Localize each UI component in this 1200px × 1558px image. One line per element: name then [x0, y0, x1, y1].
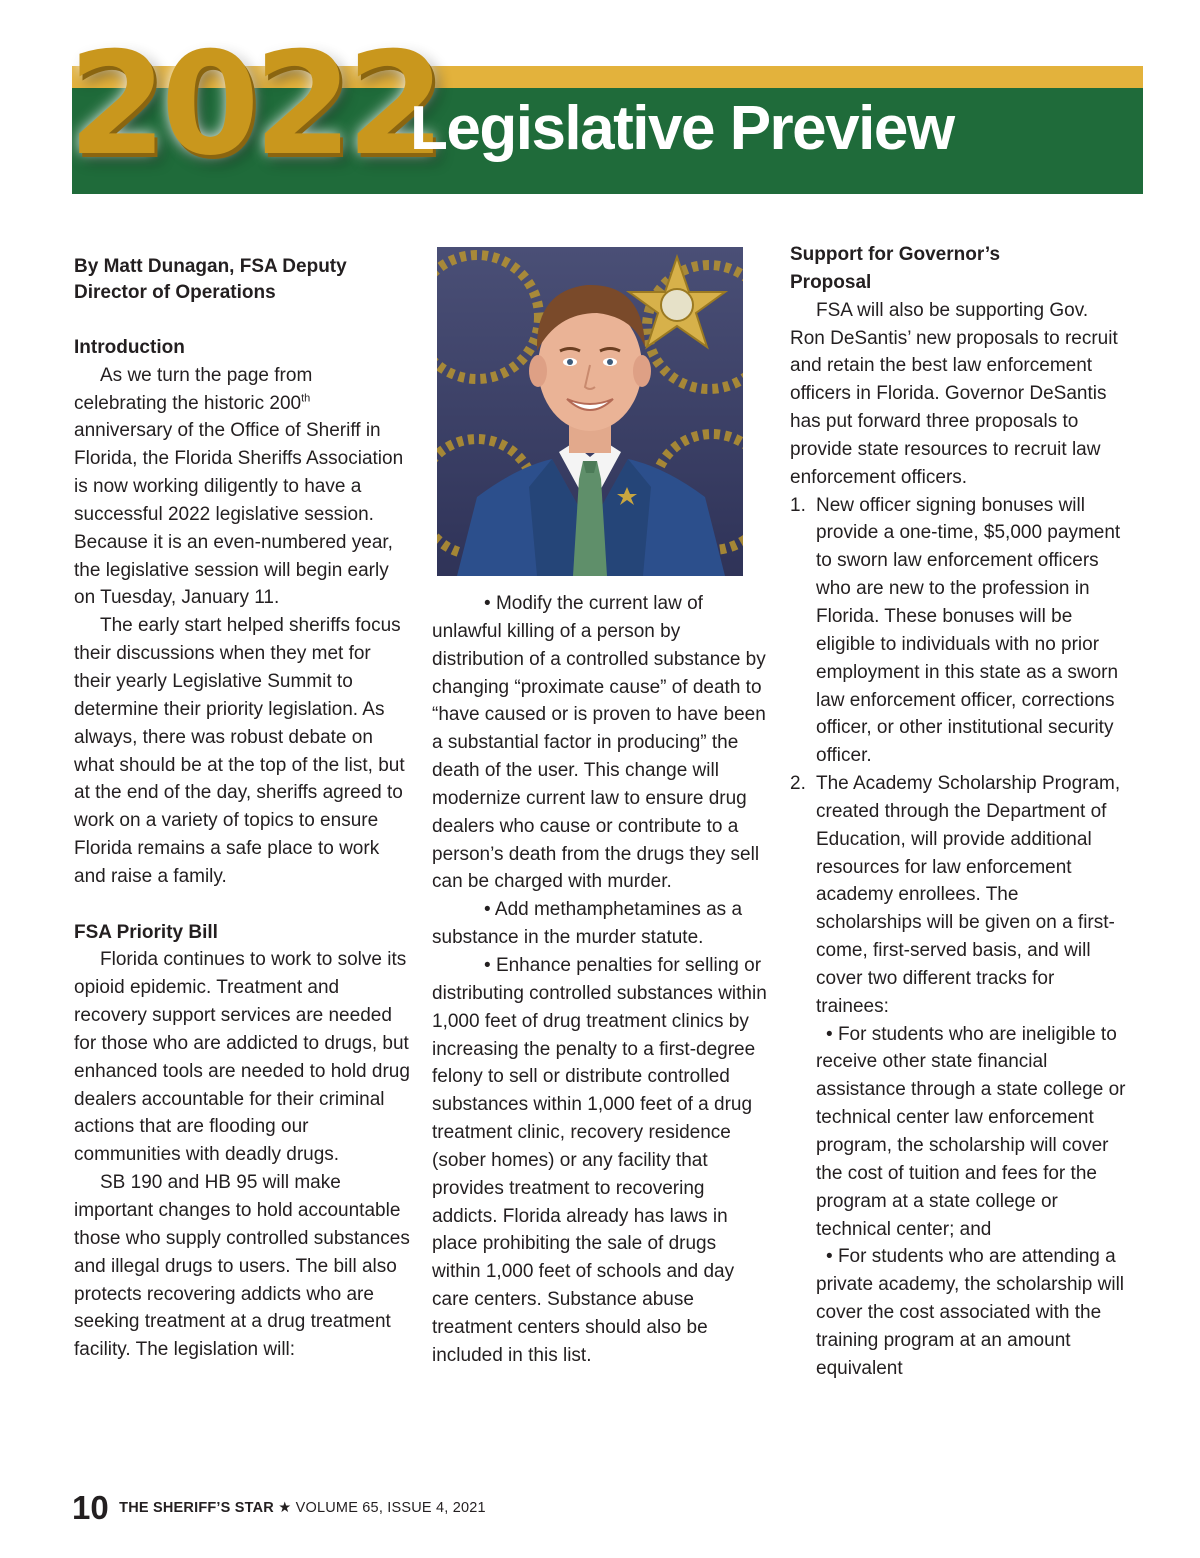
column-middle: [432, 590, 768, 1370]
column-right: [790, 241, 1126, 1383]
bill-bullet-2: • Add methamphetamines as a substance in the murder statute.: [432, 899, 743, 949]
numbered-item-2: 2. The Academy Scholarship Program, created through the Department of Education, will provide additional resources for law enforcement academy enrollees. The scholarships will be given on a first-come, first-served basis, and will cover two different tracks for trainees:: [790, 773, 1121, 1017]
section-heading-governor-1: Support for Governor’s: [790, 244, 1001, 265]
column-left: [74, 254, 410, 1364]
star-icon: ★: [278, 1500, 292, 1516]
page-number: 10: [72, 1489, 109, 1526]
bill-bullet-1: • Modify the current law of unlawful killing of a person by distribution of a controlled substance by changing “proximate cause” of death to “have caused or is proven to have been a substantial factor in producing” the death of the user. This change will modernize current law to ensure drug dealers who cause or contribute to a person’s death from the drugs they sell can be charged with murder.: [432, 593, 766, 893]
page-title: Legislative Preview: [410, 94, 954, 163]
bill-bullet-3: • Enhance penalties for selling or distributing controlled substances within 1,000 feet of drug treatment clinics by increasing the penalty to a first-degree felony to sell or distribute controlled substances within 1,000 feet of a drug treatment clinic, recovery residence (sober homes) or any facility that provides treatment to recovering addicts. Florida already has laws in place prohibiting the sale of drugs within 1,000 feet of schools and day care centers. Substance abuse treatment centers should also be included in this list.: [432, 954, 767, 1366]
byline-line-1: By Matt Dunagan, FSA Deputy: [74, 256, 347, 277]
page-footer: [72, 1488, 486, 1528]
header-year: 2022: [68, 22, 440, 187]
priority-paragraph-2: SB 190 and HB 95 will make important changes to hold accountable those who supply controlled substances and illegal drugs to users. The bill also protects recovering addicts who are seeking treatment at a drug treatment facility. The legislation will:: [74, 1172, 410, 1361]
portrait-illustration: [437, 247, 743, 576]
byline-line-2: Director of Operations: [74, 282, 276, 303]
author-photo: [437, 247, 743, 576]
section-heading-priority-bill: FSA Priority Bill: [74, 921, 218, 943]
intro-paragraph-1: As we turn the page from celebrating the historic 200th anniversary of the Office of Sheriff in Florida, the Florida Sheriffs Association is now working diligently to have a successful 2022 legislative session. Because it is an even-numbered year, the legislative session will begin early on Tuesday, January 11.: [74, 364, 404, 609]
intro-paragraph-2: The early start helped sheriffs focus their discussions when they met for their yearly Legislative Summit to determine their priority legislation. As always, there was robust debate on what should be at the top of the list, but at the end of the day, sheriffs agreed to work on a variety of topics to ensure Florida remains a safe place to work and raise a family.: [74, 615, 405, 887]
numbered-item-1: 1. New officer signing bonuses will provide a one-time, $5,000 payment to sworn law enforcement officers who are new to the profession in Florida. These bonuses will be eligible to individuals with no prior employment in this state as a sworn law enforcement officer, corrections officer, or other institutional security officer.: [790, 494, 1121, 767]
governor-intro-paragraph: FSA will also be supporting Gov. Ron DeSantis’ new proposals to recruit and retain the best law enforcement officers in Florida. Governor DeSantis has put forward three proposals to provide state resources to recruit law enforcement officers.: [790, 299, 1118, 488]
section-heading-governor-2: Proposal: [790, 271, 872, 293]
footer-publication: THE SHERIFF’S STAR ★ VOLUME 65, ISSUE 4, 2021: [119, 1500, 486, 1516]
priority-paragraph-1: Florida continues to work to solve its opioid epidemic. Treatment and recovery support services are needed for those who are addicted to drugs, but enhanced tools are needed to hold drug dealers accountable for their criminal actions that are flooding our communities with deadly drugs.: [74, 949, 410, 1166]
sub-bullet-1: • For students who are ineligible to receive other state financial assistance through a state college or technical center law enforcement program, the scholarship will cover the cost of tuition and fees for the program at a state college or technical center; and: [816, 1023, 1126, 1240]
sub-bullet-2: • For students who are attending a private academy, the scholarship will cover the cost associated with the training program at an amount equivalent: [816, 1246, 1125, 1379]
section-heading-introduction: Introduction: [74, 336, 185, 358]
